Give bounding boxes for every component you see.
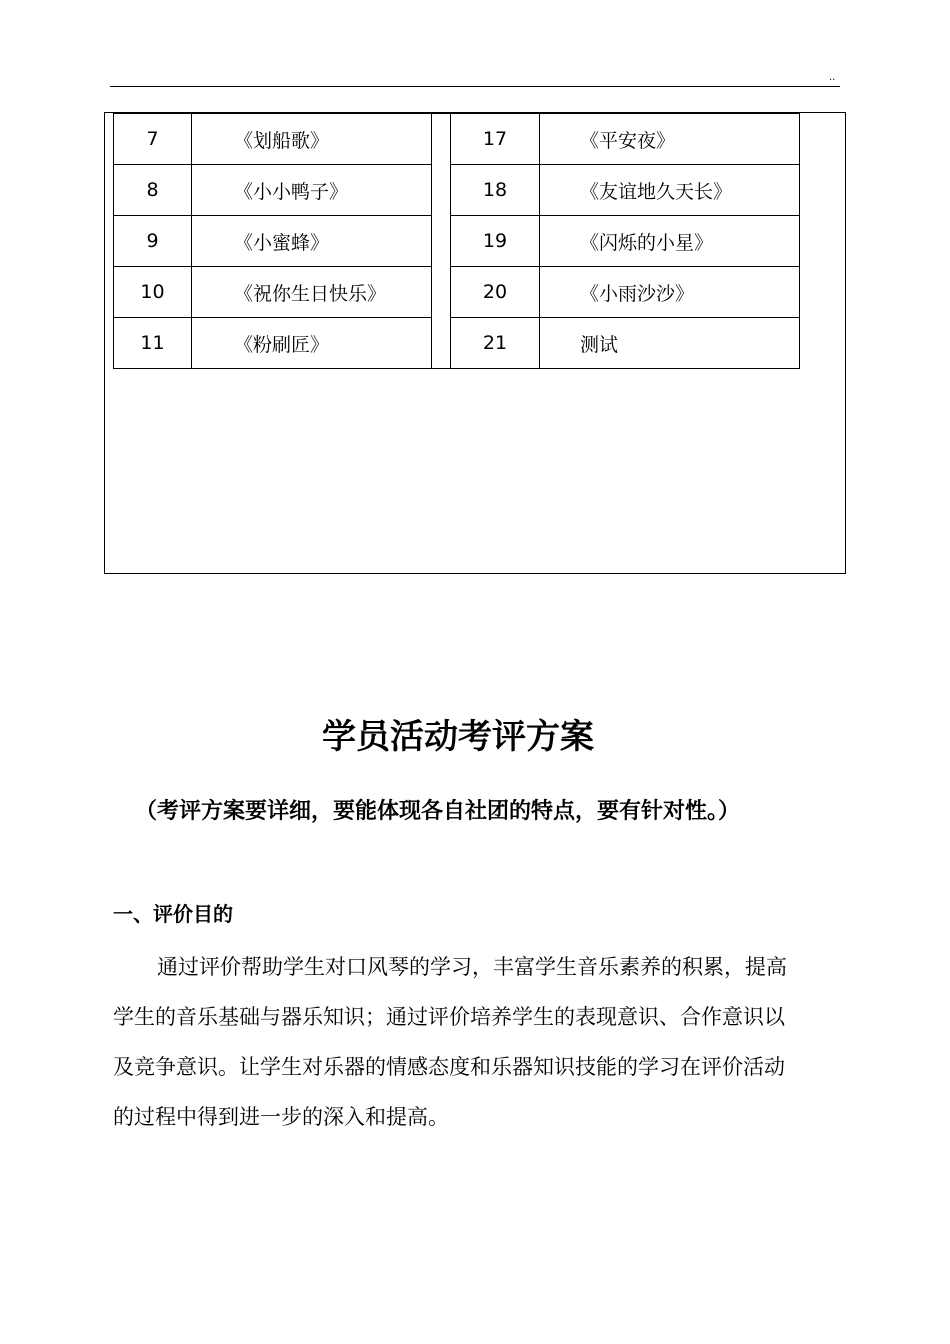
song-number: 7 [114,114,192,165]
document-subtitle: （考评方案要详细，要能体现各自社团的特点，要有针对性。） [135,799,741,824]
song-title: 《小雨沙沙》 [540,267,800,318]
song-table [113,113,800,369]
song-title: 《闪烁的小星》 [540,216,800,267]
paragraph-line: 的过程中得到进一步的深入和提高。 [113,1105,449,1129]
song-title: 《友谊地久天长》 [540,165,800,216]
song-number: 9 [114,216,192,267]
song-title: 《祝你生日快乐》 [192,267,432,318]
song-title: 《小小鸭子》 [192,165,432,216]
song-number: 21 [451,318,540,369]
table-gap [432,267,451,318]
table-row [114,114,800,165]
table-gap [432,318,451,369]
song-title: 《划船歌》 [192,114,432,165]
song-number: 19 [451,216,540,267]
song-title: 《平安夜》 [540,114,800,165]
table-row [114,318,800,369]
song-title: 测试 [540,318,800,369]
paragraph-line: 通过评价帮助学生对口风琴的学习，丰富学生音乐素养的积累，提高 [157,955,787,979]
song-number: 10 [114,267,192,318]
table-row [114,165,800,216]
section-heading: 一、评价目的 [113,902,233,926]
paragraph-line: 学生的音乐基础与器乐知识；通过评价培养学生的表现意识、合作意识以 [113,1005,785,1029]
table-gap [432,216,451,267]
song-number: 17 [451,114,540,165]
table-row [114,216,800,267]
document-title: 学员活动考评方案 [322,717,594,757]
song-number: 18 [451,165,540,216]
song-number: 8 [114,165,192,216]
song-title: 《小蜜蜂》 [192,216,432,267]
table-gap [432,165,451,216]
song-title: 《粉刷匠》 [192,318,432,369]
header-mark: .. [829,72,836,83]
song-number: 20 [451,267,540,318]
table-gap [432,114,451,165]
header-rule [110,86,840,87]
paragraph-line: 及竞争意识。让学生对乐器的情感态度和乐器知识技能的学习在评价活动 [113,1055,785,1079]
table-row [114,267,800,318]
section-paragraph [113,942,838,1142]
song-number: 11 [114,318,192,369]
